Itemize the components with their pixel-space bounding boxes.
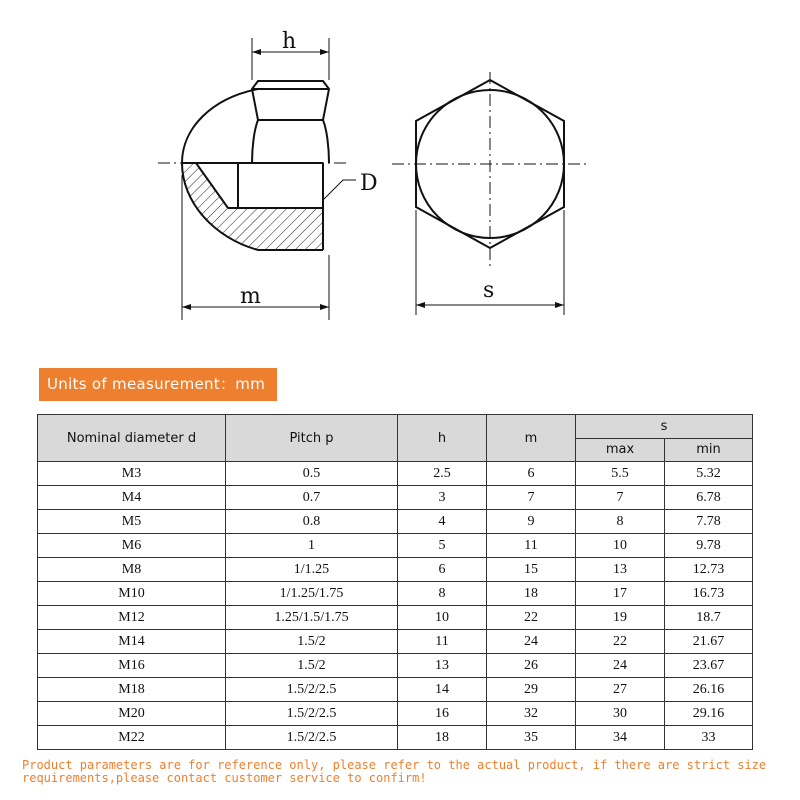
cell-h: 4 <box>398 510 487 534</box>
header-s: s <box>576 415 753 439</box>
cell-s-min: 7.78 <box>665 510 753 534</box>
cell-s-max: 13 <box>576 558 665 582</box>
dim-label-s: s <box>483 278 495 303</box>
hex-head <box>252 81 329 120</box>
cell-m: 35 <box>487 726 576 750</box>
cell-h: 18 <box>398 726 487 750</box>
table-row <box>38 726 753 750</box>
cell-nominal-diameter: M6 <box>38 534 226 558</box>
table-row <box>38 678 753 702</box>
cell-s-max: 8 <box>576 510 665 534</box>
cell-s-max: 7 <box>576 486 665 510</box>
cell-pitch: 1/1.25 <box>226 558 398 582</box>
cell-s-min: 26.16 <box>665 678 753 702</box>
cell-s-min: 12.73 <box>665 558 753 582</box>
cell-pitch: 1.5/2/2.5 <box>226 702 398 726</box>
cell-s-min: 9.78 <box>665 534 753 558</box>
cell-pitch: 1.5/2/2.5 <box>226 678 398 702</box>
spec-table-body <box>38 462 753 750</box>
cell-m: 26 <box>487 654 576 678</box>
cell-h: 5 <box>398 534 487 558</box>
header-s-min: min <box>665 438 753 462</box>
cell-pitch: 1.25/1.5/1.75 <box>226 606 398 630</box>
cell-m: 22 <box>487 606 576 630</box>
cell-nominal-diameter: M5 <box>38 510 226 534</box>
cell-s-min: 33 <box>665 726 753 750</box>
side-view <box>158 38 356 320</box>
cell-pitch: 0.5 <box>226 462 398 486</box>
cell-h: 11 <box>398 630 487 654</box>
cell-pitch: 1.5/2 <box>226 654 398 678</box>
units-badge: Units of measurement：mm <box>39 368 277 401</box>
cell-nominal-diameter: M22 <box>38 726 226 750</box>
section-hatch <box>182 163 323 250</box>
dim-label-m: m <box>240 284 261 309</box>
cell-m: 24 <box>487 630 576 654</box>
cell-m: 29 <box>487 678 576 702</box>
table-row <box>38 462 753 486</box>
table-row <box>38 654 753 678</box>
cell-m: 18 <box>487 582 576 606</box>
cell-h: 16 <box>398 702 487 726</box>
cell-h: 10 <box>398 606 487 630</box>
table-row <box>38 702 753 726</box>
cell-s-min: 29.16 <box>665 702 753 726</box>
cell-s-max: 19 <box>576 606 665 630</box>
cell-s-max: 34 <box>576 726 665 750</box>
cell-s-max: 5.5 <box>576 462 665 486</box>
cell-h: 6 <box>398 558 487 582</box>
cell-s-max: 17 <box>576 582 665 606</box>
cell-s-min: 18.7 <box>665 606 753 630</box>
cell-s-max: 10 <box>576 534 665 558</box>
cell-nominal-diameter: M18 <box>38 678 226 702</box>
header-s-max: max <box>576 438 665 462</box>
cell-s-min: 16.73 <box>665 582 753 606</box>
table-row <box>38 582 753 606</box>
cell-h: 13 <box>398 654 487 678</box>
cap-nut-technical-drawing <box>0 0 800 340</box>
disclaimer-note: Product parameters are for reference only, please refer to the actual product, if there are strict size requirements,please contact customer service to confirm! <box>22 758 767 785</box>
cell-s-max: 22 <box>576 630 665 654</box>
table-row <box>38 510 753 534</box>
header-pitch: Pitch p <box>226 415 398 462</box>
cell-nominal-diameter: M3 <box>38 462 226 486</box>
cell-s-max: 30 <box>576 702 665 726</box>
cell-s-min: 23.67 <box>665 654 753 678</box>
dim-label-h: h <box>282 29 297 54</box>
cell-m: 6 <box>487 462 576 486</box>
dim-label-d: D <box>360 171 378 196</box>
header-h: h <box>398 415 487 462</box>
cell-s-min: 21.67 <box>665 630 753 654</box>
cell-pitch: 1 <box>226 534 398 558</box>
cell-m: 15 <box>487 558 576 582</box>
table-row <box>38 630 753 654</box>
table-row <box>38 534 753 558</box>
cell-m: 11 <box>487 534 576 558</box>
header-m: m <box>487 415 576 462</box>
cell-s-min: 6.78 <box>665 486 753 510</box>
cell-nominal-diameter: M16 <box>38 654 226 678</box>
spec-table <box>37 414 753 750</box>
cell-pitch: 1.5/2 <box>226 630 398 654</box>
table-row <box>38 486 753 510</box>
table-row <box>38 558 753 582</box>
cell-h: 2.5 <box>398 462 487 486</box>
cell-pitch: 0.7 <box>226 486 398 510</box>
cell-nominal-diameter: M10 <box>38 582 226 606</box>
cell-s-max: 27 <box>576 678 665 702</box>
cell-nominal-diameter: M12 <box>38 606 226 630</box>
table-row <box>38 606 753 630</box>
cell-s-min: 5.32 <box>665 462 753 486</box>
cell-s-max: 24 <box>576 654 665 678</box>
cell-m: 9 <box>487 510 576 534</box>
cell-nominal-diameter: M14 <box>38 630 226 654</box>
cell-h: 8 <box>398 582 487 606</box>
cell-h: 14 <box>398 678 487 702</box>
cell-nominal-diameter: M20 <box>38 702 226 726</box>
cell-pitch: 1/1.25/1.75 <box>226 582 398 606</box>
cell-m: 7 <box>487 486 576 510</box>
cell-nominal-diameter: M8 <box>38 558 226 582</box>
cell-pitch: 0.8 <box>226 510 398 534</box>
cell-nominal-diameter: M4 <box>38 486 226 510</box>
header-nominal-diameter: Nominal diameter d <box>38 415 226 462</box>
cell-m: 32 <box>487 702 576 726</box>
cell-h: 3 <box>398 486 487 510</box>
cell-pitch: 1.5/2/2.5 <box>226 726 398 750</box>
